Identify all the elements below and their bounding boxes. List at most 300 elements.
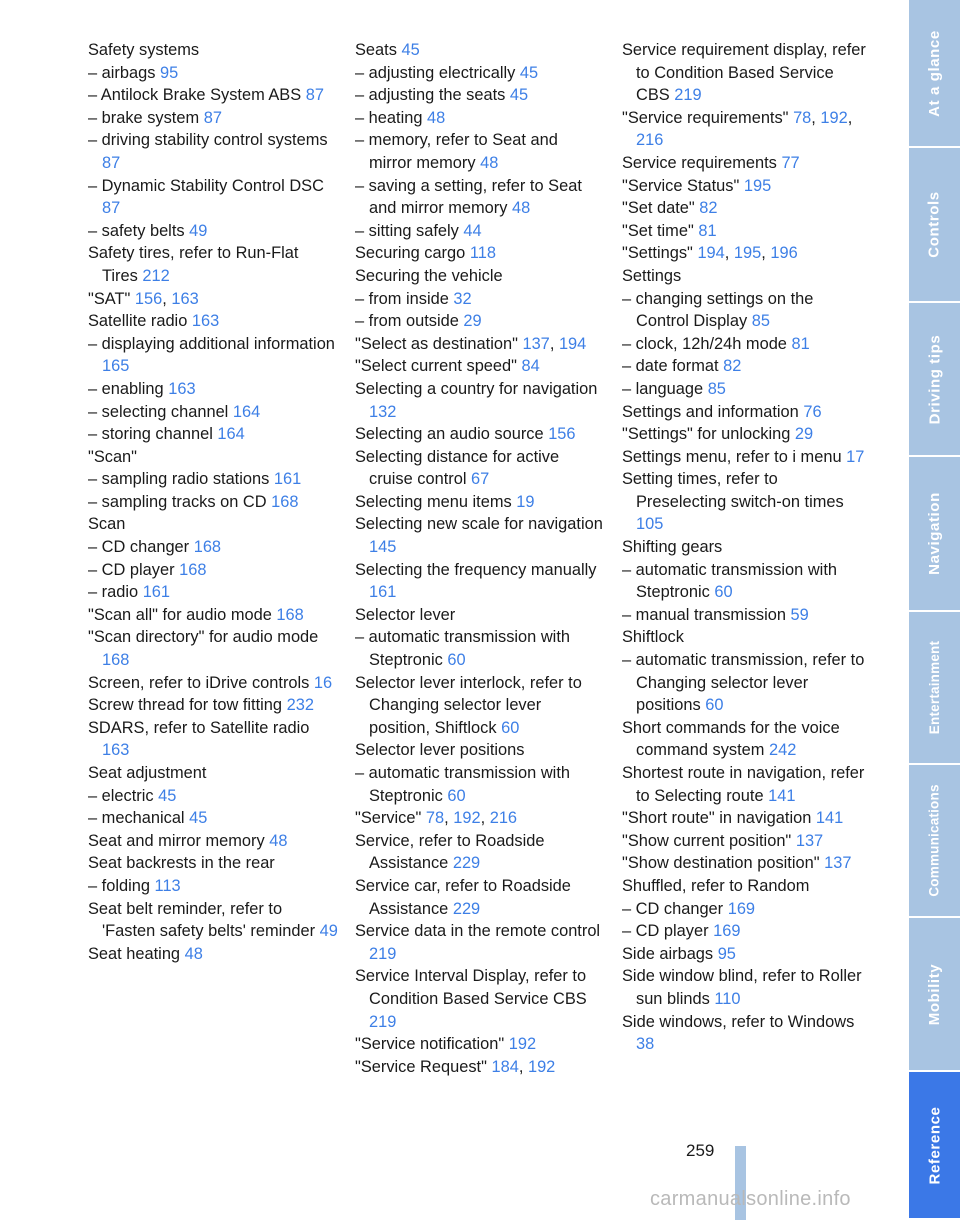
index-entry xyxy=(355,739,605,762)
entry-text: Side window blind, refer to Roller sun blinds xyxy=(622,967,862,1008)
entry-text: Selecting distance for active cruise control xyxy=(355,447,560,489)
page-link[interactable]: 169 xyxy=(713,922,741,941)
page-link[interactable]: 163 xyxy=(191,312,220,331)
entry-text: Selecting an audio source xyxy=(355,425,544,444)
page-link[interactable]: 87 xyxy=(305,86,324,105)
entry-text: – Antilock Brake System ABS xyxy=(88,86,302,105)
page-link[interactable]: 48 xyxy=(427,108,446,127)
index-entry xyxy=(88,604,338,627)
page-link[interactable]: 17 xyxy=(846,447,865,466)
index-subentry xyxy=(622,604,867,627)
tab-label: Driving tips xyxy=(926,334,943,424)
index-entry xyxy=(88,694,338,717)
entry-text: Service data in the remote control xyxy=(355,922,601,941)
tab-driving-tips[interactable] xyxy=(909,303,960,457)
entry-text: – from outside xyxy=(355,312,459,331)
tab-at-a-glance[interactable] xyxy=(909,0,960,148)
entry-text: Selecting a country for navigation xyxy=(355,379,598,398)
index-subentry xyxy=(88,785,338,808)
index-entry xyxy=(622,39,867,107)
page-link[interactable]: 81 xyxy=(791,334,810,353)
page-link[interactable]: 132 xyxy=(369,402,397,421)
index-entry xyxy=(622,152,867,175)
index-entry xyxy=(622,1011,867,1056)
entry-text: "Settings" for unlocking xyxy=(622,425,791,444)
entry-text: – Dynamic Stability Control DSC xyxy=(88,176,324,195)
entry-text: "Select current speed" xyxy=(355,357,517,376)
entry-text: Settings xyxy=(622,266,682,285)
tab-navigation[interactable] xyxy=(909,457,960,612)
index-subentry xyxy=(622,378,867,401)
entry-text: Selector lever interlock, refer to Changing selector lever position, Shiftlock xyxy=(355,673,582,737)
index-entry xyxy=(355,513,605,558)
entry-text: Securing the vehicle xyxy=(355,266,503,285)
entry-text: – brake system xyxy=(88,108,200,127)
index-subentry xyxy=(88,807,338,830)
index-entry xyxy=(355,378,605,423)
index-entry xyxy=(355,604,605,627)
index-entry xyxy=(88,446,338,469)
entry-text: "Service Request" xyxy=(355,1057,487,1076)
page-link[interactable]: 44 xyxy=(463,221,482,240)
page-separator: , xyxy=(518,1057,524,1076)
entry-text: – enabling xyxy=(88,379,164,398)
index-entry xyxy=(622,468,867,536)
page-link[interactable]: 85 xyxy=(751,312,770,331)
page-link[interactable]: 78 xyxy=(425,809,445,828)
index-entry xyxy=(622,242,867,265)
entry-text: – sampling radio stations xyxy=(88,470,270,489)
entry-text: Seats xyxy=(355,41,397,59)
page-link[interactable]: 229 xyxy=(452,899,481,918)
page-link[interactable]: 45 xyxy=(158,786,177,805)
index-entry xyxy=(88,762,338,785)
entry-text: – storing channel xyxy=(88,425,213,444)
watermark: carmanualsonline.info xyxy=(650,1188,851,1210)
page-link[interactable]: 76 xyxy=(803,402,822,421)
index-subentry xyxy=(88,84,338,107)
page-link[interactable]: 194 xyxy=(697,244,725,263)
entry-text: SDARS, refer to Satellite radio xyxy=(88,718,310,737)
page-link[interactable]: 184 xyxy=(491,1057,519,1076)
index-entry xyxy=(355,920,605,965)
entry-text: Side airbags xyxy=(622,944,714,963)
entry-text: Selecting the frequency manually xyxy=(355,560,597,579)
page-link[interactable]: 45 xyxy=(509,86,529,105)
index-subentry xyxy=(88,62,338,85)
index-entry xyxy=(355,1056,605,1079)
page-link[interactable]: 196 xyxy=(770,244,798,263)
entry-text: – automatic transmission with Steptronic xyxy=(355,764,570,805)
entry-text: – adjusting the seats xyxy=(355,86,506,105)
page-link[interactable]: 60 xyxy=(714,583,733,602)
entry-text: – clock, 12h/24h mode xyxy=(622,334,787,353)
index-subentry xyxy=(622,898,867,921)
index-subentry xyxy=(355,107,605,130)
index-entry xyxy=(622,107,867,152)
page-link[interactable]: 87 xyxy=(102,199,121,218)
entry-text: – automatic transmission with Steptronic xyxy=(622,560,837,602)
entry-text: – heating xyxy=(355,108,423,127)
page-link[interactable]: 32 xyxy=(453,289,472,308)
entry-text: – CD changer xyxy=(622,899,724,918)
entry-text: "SAT" xyxy=(88,289,131,308)
index-entry xyxy=(622,446,867,469)
page-link[interactable]: 59 xyxy=(790,605,809,624)
entry-text: – safety belts xyxy=(88,221,185,240)
entry-text: "Scan directory" for audio mode xyxy=(88,628,319,647)
index-entry xyxy=(622,830,867,853)
page-link[interactable]: 216 xyxy=(489,809,518,828)
index-subentry xyxy=(355,129,605,174)
index-subentry xyxy=(88,378,338,401)
entry-text: "Settings" xyxy=(622,244,693,263)
index-subentry xyxy=(88,333,338,378)
index-subentry xyxy=(355,84,605,107)
page-link[interactable]: 60 xyxy=(447,786,466,805)
entry-text: Selector lever positions xyxy=(355,741,525,760)
index-entry xyxy=(88,39,338,62)
entry-text: Shortest route in navigation, refer to Selecting route xyxy=(622,764,865,805)
page-link[interactable]: 105 xyxy=(636,515,664,534)
entry-text: Service car, refer to Roadside Assistance xyxy=(355,876,571,918)
entry-text: – language xyxy=(622,379,704,398)
page-link[interactable]: 49 xyxy=(189,221,208,240)
page-link[interactable]: 192 xyxy=(527,1057,556,1076)
page-link[interactable]: 45 xyxy=(189,809,208,828)
entry-text: Settings and information xyxy=(622,402,799,421)
index-entry xyxy=(355,355,605,378)
index-entry xyxy=(88,513,338,536)
index-subentry xyxy=(355,62,605,85)
index-entry xyxy=(355,423,605,446)
tab-controls[interactable] xyxy=(909,148,960,303)
page-link[interactable]: 163 xyxy=(171,289,199,308)
page-separator: , xyxy=(847,108,853,127)
page-link[interactable]: 161 xyxy=(369,583,397,602)
index-subentry xyxy=(622,649,867,717)
page-link[interactable]: 67 xyxy=(471,470,490,489)
page-link[interactable]: 78 xyxy=(793,108,812,127)
page-link[interactable]: 145 xyxy=(369,538,397,557)
tab-label: Controls xyxy=(926,191,943,258)
tab-label: Communications xyxy=(927,784,942,897)
index-entry xyxy=(355,559,605,604)
index-entry xyxy=(88,852,338,875)
page-link[interactable]: 38 xyxy=(636,1035,655,1054)
entry-text: – sitting safely xyxy=(355,221,459,240)
entry-text: Shuffled, refer to Random xyxy=(622,876,810,895)
entry-text: "Service" xyxy=(355,809,422,828)
page-link[interactable]: 110 xyxy=(714,989,741,1008)
page-link[interactable]: 95 xyxy=(717,944,736,963)
index-column-2 xyxy=(355,39,605,1078)
entry-text: – date format xyxy=(622,357,719,376)
index-subentry xyxy=(88,129,338,174)
index-entry xyxy=(355,491,605,514)
index-subentry xyxy=(88,401,338,424)
index-subentry xyxy=(88,423,338,446)
entry-text: – sampling tracks on CD xyxy=(88,492,267,511)
page-link[interactable]: 95 xyxy=(160,63,179,82)
tab-label: Reference xyxy=(926,1106,944,1184)
entry-text: Selecting menu items xyxy=(355,492,512,511)
index-entry xyxy=(622,762,867,807)
tab-label: Navigation xyxy=(926,492,943,575)
entry-text: – automatic transmission with Steptronic xyxy=(355,628,570,670)
index-subentry xyxy=(355,762,605,807)
page-link[interactable]: 60 xyxy=(705,696,724,715)
page-link[interactable]: 168 xyxy=(271,492,299,511)
entry-text: "Select as destination" xyxy=(355,334,518,353)
page-link[interactable]: 242 xyxy=(769,741,797,760)
index-column-3 xyxy=(622,39,867,1056)
index-subentry xyxy=(88,107,338,130)
entry-text: "Show current position" xyxy=(622,831,792,850)
page-link[interactable]: 165 xyxy=(102,357,130,376)
page-link[interactable]: 212 xyxy=(142,266,170,285)
index-subentry xyxy=(88,220,338,243)
page-link[interactable]: 156 xyxy=(134,289,163,308)
index-entry xyxy=(622,423,867,446)
page-link[interactable]: 16 xyxy=(313,673,333,692)
index-subentry xyxy=(355,310,605,333)
chapter-sidebar xyxy=(909,0,960,1220)
entry-text: "Service Status" xyxy=(622,176,740,195)
index-entry xyxy=(355,965,605,1033)
index-entry xyxy=(622,717,867,762)
entry-text: – selecting channel xyxy=(88,402,229,421)
page-link[interactable]: 85 xyxy=(707,379,726,398)
page-separator: , xyxy=(811,108,816,127)
index-entry xyxy=(88,310,338,333)
page-link[interactable]: 118 xyxy=(469,244,496,263)
entry-text: "Scan" xyxy=(88,447,137,466)
entry-text: Service requirement display, refer to Condition Based Service CBS xyxy=(622,41,866,105)
entry-text: Screw thread for tow fitting xyxy=(88,696,283,715)
index-entry xyxy=(622,401,867,424)
index-entry xyxy=(622,265,867,288)
page-link[interactable]: 29 xyxy=(794,425,814,444)
entry-text: Service requirements xyxy=(622,153,777,172)
page-link[interactable]: 168 xyxy=(276,605,304,624)
index-subentry xyxy=(88,559,338,582)
entry-text: Seat heating xyxy=(88,944,181,963)
page-link[interactable]: 229 xyxy=(452,854,481,873)
page-link[interactable]: 195 xyxy=(743,176,772,195)
page-link[interactable]: 19 xyxy=(516,492,535,511)
index-subentry xyxy=(622,559,867,604)
page-link[interactable]: 219 xyxy=(369,1012,397,1031)
page-link[interactable]: 219 xyxy=(674,86,702,105)
entry-text: Selecting new scale for navigation xyxy=(355,515,603,534)
index-entry xyxy=(622,965,867,1010)
index-entry xyxy=(622,807,867,830)
index-subentry xyxy=(622,333,867,356)
page-link[interactable]: 194 xyxy=(558,334,587,353)
page-link[interactable]: 137 xyxy=(824,854,852,873)
tab-communications[interactable] xyxy=(909,765,960,918)
entry-text: "Short route" in navigation xyxy=(622,809,812,828)
entry-text: – changing settings on the Control Display xyxy=(622,289,814,331)
entry-text: – adjusting electrically xyxy=(355,63,516,82)
page-link[interactable]: 60 xyxy=(501,718,520,737)
index-entry xyxy=(355,333,605,356)
entry-text: – from inside xyxy=(355,289,449,308)
entry-text: "Set time" xyxy=(622,221,694,240)
page-link[interactable]: 192 xyxy=(508,1035,537,1054)
page-link[interactable]: 141 xyxy=(768,786,796,805)
page-link[interactable]: 77 xyxy=(781,153,800,172)
index-entry xyxy=(355,875,605,920)
page-link[interactable]: 168 xyxy=(102,651,130,670)
entry-text: Selector lever xyxy=(355,605,456,624)
page-link[interactable]: 161 xyxy=(273,470,302,489)
page-link[interactable]: 137 xyxy=(795,831,824,850)
entry-text: – driving stability control systems xyxy=(88,131,328,150)
page-separator: , xyxy=(761,244,766,263)
entry-text: "Set date" xyxy=(622,199,695,218)
index-entry xyxy=(622,220,867,243)
page-link[interactable]: 81 xyxy=(698,221,717,240)
page-link[interactable]: 219 xyxy=(369,944,397,963)
index-entry xyxy=(88,672,338,695)
index-entry xyxy=(88,898,338,943)
page-link[interactable]: 82 xyxy=(699,199,718,218)
page-link[interactable]: 168 xyxy=(193,538,222,557)
index-subentry xyxy=(88,468,338,491)
page-link[interactable]: 169 xyxy=(727,899,756,918)
page-link[interactable]: 216 xyxy=(636,131,664,150)
page-number: 259 xyxy=(686,1141,715,1160)
entry-text: Service Interval Display, refer to Condition Based Service CBS xyxy=(355,967,587,1008)
entry-text: "Scan all" for audio mode xyxy=(88,605,272,624)
index-entry xyxy=(622,536,867,559)
entry-text: "Show destination position" xyxy=(622,854,820,873)
index-entry xyxy=(622,197,867,220)
page-link[interactable]: 156 xyxy=(548,425,576,444)
entry-text: Side windows, refer to Windows xyxy=(622,1012,855,1031)
index-entry xyxy=(622,626,867,649)
page-link[interactable]: 161 xyxy=(142,583,171,602)
index-column-1 xyxy=(88,39,338,965)
entry-text: Service, refer to Roadside Assistance xyxy=(355,831,545,873)
index-entry xyxy=(355,39,605,62)
page-separator: , xyxy=(724,244,730,263)
entry-text: Seat belt reminder, refer to 'Fasten safety belts' reminder xyxy=(88,899,316,941)
page-separator: , xyxy=(549,334,555,353)
page-link[interactable]: 82 xyxy=(723,357,742,376)
page-link[interactable]: 195 xyxy=(733,244,762,263)
entry-text: – radio xyxy=(88,583,139,602)
page-link[interactable]: 48 xyxy=(184,944,203,963)
index-subentry xyxy=(355,288,605,311)
entry-text: – folding xyxy=(88,876,150,895)
page-link[interactable]: 163 xyxy=(168,379,196,398)
page-separator: , xyxy=(162,289,167,308)
page-link[interactable]: 45 xyxy=(519,63,539,82)
index-subentry xyxy=(88,875,338,898)
page-link[interactable]: 29 xyxy=(463,312,482,331)
page-link[interactable]: 164 xyxy=(217,425,245,444)
entry-text: – CD player xyxy=(88,560,175,579)
page-link[interactable]: 49 xyxy=(319,922,338,941)
entry-text: – manual transmission xyxy=(622,605,786,624)
entry-text: Satellite radio xyxy=(88,312,188,331)
entry-text: Screen, refer to iDrive controls xyxy=(88,673,310,692)
index-entry xyxy=(355,242,605,265)
index-entry xyxy=(622,875,867,898)
index-subentry xyxy=(355,175,605,220)
index-entry xyxy=(88,626,338,671)
page-separator: , xyxy=(480,809,486,828)
entry-text: "Service notification" xyxy=(355,1035,505,1054)
page-link[interactable]: 113 xyxy=(154,876,181,895)
page-separator: , xyxy=(444,809,449,828)
tab-entertainment[interactable] xyxy=(909,612,960,765)
entry-text: – CD player xyxy=(622,922,709,941)
index-entry xyxy=(622,943,867,966)
page-link[interactable]: 45 xyxy=(401,41,420,59)
entry-text: Shiftlock xyxy=(622,628,684,647)
index-entry xyxy=(88,288,338,311)
page-link[interactable]: 164 xyxy=(232,402,261,421)
tab-reference[interactable] xyxy=(909,1072,960,1220)
entry-text: Scan xyxy=(88,515,126,534)
page-link[interactable]: 48 xyxy=(512,199,531,218)
index-entry xyxy=(88,242,338,287)
page-link[interactable]: 48 xyxy=(480,153,499,172)
entry-text: Seat adjustment xyxy=(88,764,207,782)
entry-text: Short commands for the voice command system xyxy=(622,718,840,760)
index-subentry xyxy=(88,536,338,559)
entry-text: "Service requirements" xyxy=(622,108,789,127)
index-entry xyxy=(355,672,605,740)
entry-text: Seat and mirror memory xyxy=(88,831,265,850)
index-subentry xyxy=(622,920,867,943)
entry-text: Safety systems xyxy=(88,41,200,59)
page-link[interactable]: 60 xyxy=(447,651,466,670)
page-link[interactable]: 87 xyxy=(102,153,121,172)
page-link[interactable]: 163 xyxy=(102,741,130,760)
page-link[interactable]: 192 xyxy=(453,809,481,828)
index-subentry xyxy=(88,175,338,220)
index-subentry xyxy=(622,355,867,378)
index-subentry xyxy=(622,288,867,333)
entry-text: – mechanical xyxy=(88,809,185,828)
index-entry xyxy=(355,807,605,830)
entry-text: – electric xyxy=(88,786,154,805)
page-link[interactable]: 87 xyxy=(203,108,222,127)
entry-text: Setting times, refer to Preselecting switch-on times xyxy=(622,470,844,511)
page-link[interactable]: 168 xyxy=(179,560,207,579)
tab-mobility[interactable] xyxy=(909,918,960,1072)
page-link[interactable]: 192 xyxy=(820,108,848,127)
page-link[interactable]: 141 xyxy=(815,809,844,828)
page-link[interactable]: 84 xyxy=(521,357,540,376)
index-entry xyxy=(355,830,605,875)
page-link[interactable]: 137 xyxy=(522,334,550,353)
index-entry xyxy=(88,717,338,762)
page-link[interactable]: 232 xyxy=(286,696,314,715)
index-entry xyxy=(88,830,338,853)
index-entry xyxy=(355,446,605,491)
page-link[interactable]: 48 xyxy=(269,831,288,850)
entry-text: Securing cargo xyxy=(355,244,466,263)
index-entry xyxy=(622,852,867,875)
entry-text: – CD changer xyxy=(88,538,190,557)
index-subentry xyxy=(355,220,605,243)
